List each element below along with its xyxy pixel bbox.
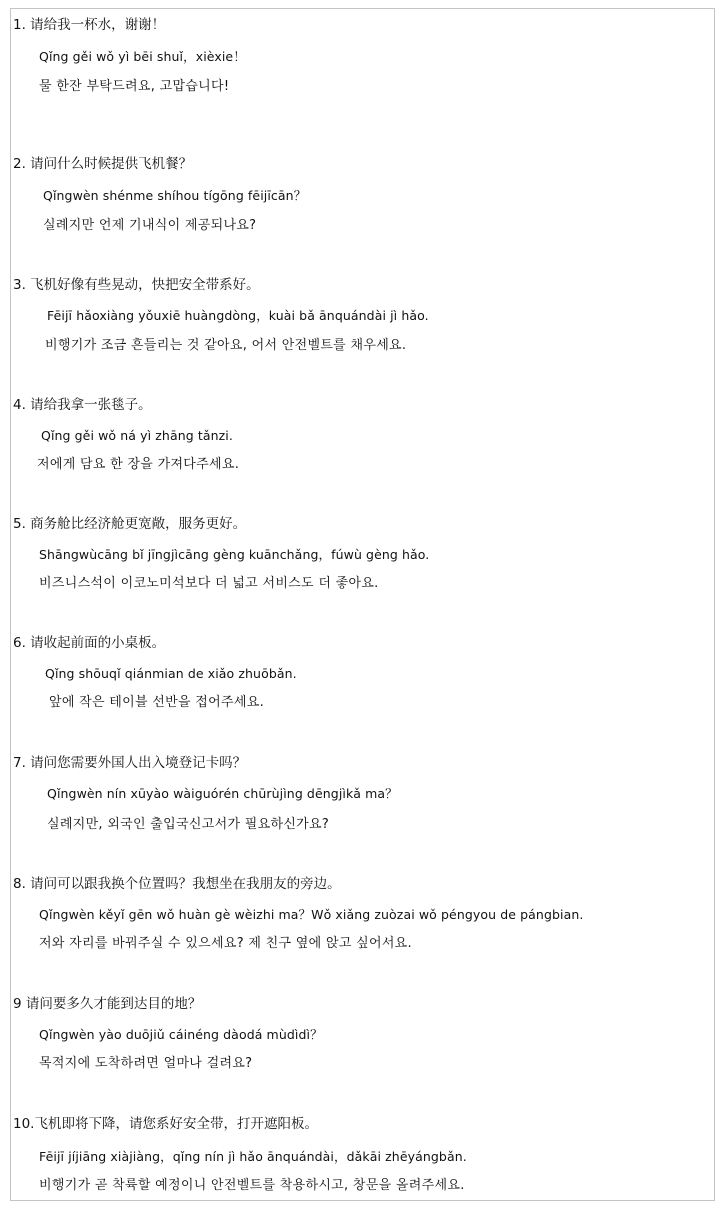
phrase-6-pinyin: Qǐng shōuqǐ qiánmian de xiǎo zhuōbǎn. — [45, 666, 297, 681]
phrase-5-chinese: 5. 商务舱比经济舱更宽敞，服务更好。 — [13, 516, 247, 532]
phrase-9-pinyin: Qǐngwèn yào duōjiǔ cáinéng dàodá mùdìdì？ — [39, 1027, 323, 1042]
phrase-7-chinese: 7. 请问您需要外国人出入境登记卡吗？ — [13, 755, 247, 771]
phrase-2-chinese: 2. 请问什么时候提供飞机餐？ — [13, 156, 193, 172]
phrase-1-chinese: 1. 请给我一杯水，谢谢！ — [13, 17, 166, 33]
phrase-4-chinese: 4. 请给我拿一张毯子。 — [13, 397, 152, 413]
phrase-10-chinese: 10.飞机即将下降，请您系好安全带，打开遮阳板。 — [13, 1116, 318, 1132]
phrase-10-korean: 비행기가 곧 착륙할 예정이니 안전벨트를 착용하시고, 창문을 올려주세요. — [39, 1178, 465, 1193]
phrase-9-korean: 목적지에 도착하려면 얼마나 걸려요? — [39, 1056, 253, 1071]
phrase-6-chinese: 6. 请收起前面的小桌板。 — [13, 635, 166, 651]
phrase-8-korean: 저와 자리를 바꿔주실 수 있으세요? 제 친구 옆에 앉고 싶어서요. — [39, 936, 412, 951]
phrase-7-pinyin: Qǐngwèn nín xūyào wàiguórén chūrùjìng dēngjìkǎ ma？ — [47, 786, 398, 801]
phrase-7-korean: 실례지만, 외국인 출입국신고서가 필요하신가요? — [47, 817, 330, 832]
phrase-8-pinyin: Qǐngwèn kěyǐ gēn wǒ huàn gè wèizhi ma？Wǒ xiǎng zuòzai wǒ péngyou de pángbian. — [39, 907, 584, 922]
phrase-5-korean: 비즈니스석이 이코노미석보다 더 넓고 서비스도 더 좋아요. — [39, 576, 379, 591]
phrase-3-korean: 비행기가 조금 흔들리는 것 같아요, 어서 안전벨트를 채우세요. — [45, 338, 407, 353]
phrase-3-chinese: 3. 飞机好像有些晃动，快把安全带系好。 — [13, 277, 260, 293]
phrase-3-pinyin: Fēijī hǎoxiàng yǒuxiē huàngdòng，kuài bǎ ānquándài jì hǎo. — [47, 308, 429, 323]
phrase-6-korean: 앞에 작은 테이블 선반을 접어주세요. — [49, 695, 265, 710]
phrase-1-pinyin: Qǐng gěi wǒ yì bēi shuǐ，xièxie！ — [39, 49, 246, 64]
phrase-5-pinyin: Shāngwùcāng bǐ jīngjìcāng gèng kuānchǎng，fúwù gèng hǎo. — [39, 547, 430, 562]
phrase-list-frame — [10, 8, 715, 1201]
phrase-2-korean: 실례지만 언제 기내식이 제공되나요? — [43, 218, 257, 233]
phrase-9-chinese: 9 请问要多久才能到达目的地？ — [13, 996, 202, 1012]
phrase-1-korean: 물 한잔 부탁드려요, 고맙습니다! — [39, 79, 230, 94]
phrase-4-pinyin: Qǐng gěi wǒ ná yì zhāng tǎnzi. — [41, 428, 233, 443]
phrase-10-pinyin: Fēijī jíjiāng xiàjiàng，qǐng nín jì hǎo ānquándài，dǎkāi zhēyángbǎn. — [39, 1149, 467, 1164]
phrase-2-pinyin: Qǐngwèn shénme shíhou tígōng fēijīcān？ — [43, 188, 307, 203]
phrase-4-korean: 저에게 담요 한 장을 가져다주세요. — [37, 457, 240, 472]
phrase-8-chinese: 8. 请问可以跟我换个位置吗？我想坐在我朋友的旁边。 — [13, 876, 341, 892]
